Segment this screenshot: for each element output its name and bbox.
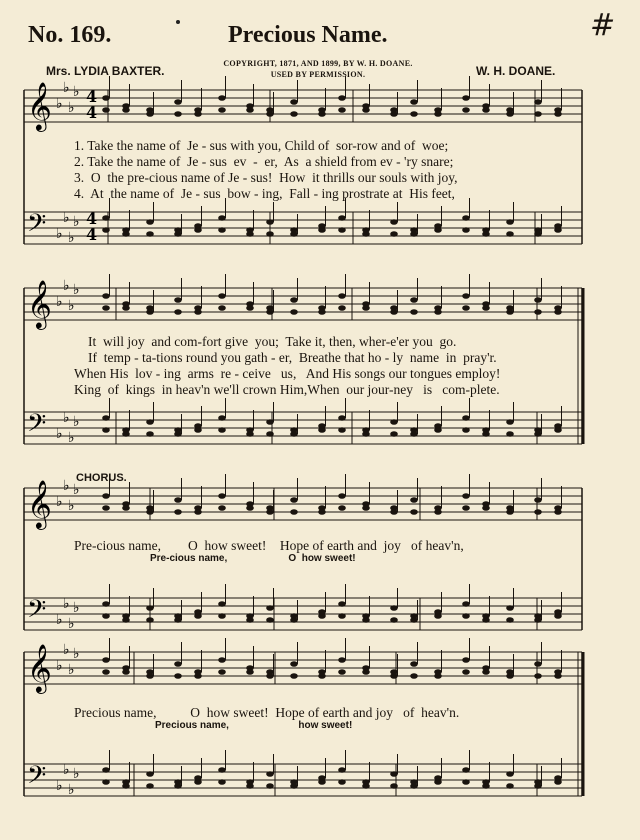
flat-icon: ♭ — [68, 498, 75, 514]
treble-clef-icon: 𝄞 — [27, 643, 52, 692]
note-head — [506, 605, 514, 611]
note-head — [102, 227, 110, 233]
note-head — [338, 227, 346, 233]
note-head — [102, 601, 110, 607]
note-head — [338, 415, 346, 421]
hymn-number: No. 169. — [28, 22, 112, 48]
note-head — [462, 613, 470, 619]
note-head — [102, 767, 110, 773]
note-head — [410, 661, 418, 667]
note-head — [246, 305, 254, 311]
note-head — [218, 293, 226, 299]
note-head — [174, 661, 182, 667]
note-head — [434, 227, 442, 233]
note-head — [506, 231, 514, 237]
note-head — [266, 771, 274, 777]
note-head — [266, 505, 274, 511]
flat-icon: ♭ — [63, 80, 70, 96]
note-head — [338, 95, 346, 101]
note-head — [534, 309, 542, 315]
note-head — [290, 497, 298, 503]
flat-icon: ♭ — [68, 298, 75, 314]
note-head — [338, 293, 346, 299]
verse-2-line-2: If temp - ta-tions round you gath - er, Breathe that ho - ly name in pray'r. — [88, 350, 497, 365]
flat-icon: ♭ — [73, 600, 80, 616]
note-head — [506, 669, 514, 675]
flat-icon: ♭ — [56, 612, 63, 628]
flat-icon: ♭ — [63, 278, 70, 294]
note-head — [246, 783, 254, 789]
note-head — [290, 779, 298, 785]
bass-clef-icon: 𝄢 — [27, 595, 47, 630]
note-head — [554, 227, 562, 233]
note-head — [146, 783, 154, 789]
note-head — [218, 779, 226, 785]
flat-icon: ♭ — [56, 778, 63, 794]
flat-icon: ♭ — [73, 482, 80, 498]
note-head — [174, 509, 182, 515]
treble-clef-icon: 𝄞 — [27, 81, 52, 130]
time-signature-top: 4 — [86, 209, 98, 228]
chorus-line-2: Precious name, O how sweet! Hope of earth and joy of heav'n. — [74, 705, 460, 720]
note-head — [434, 613, 442, 619]
chorus-line-1: Pre-cious name, O how sweet! Hope of earth and joy of heav'n, — [74, 538, 464, 553]
note-head — [218, 601, 226, 607]
bass-clef-icon: 𝄢 — [27, 409, 47, 444]
flat-icon: ♭ — [68, 430, 75, 446]
flat-icon: ♭ — [56, 426, 63, 442]
chorus-label: CHORUS. — [76, 472, 127, 484]
note-head — [534, 99, 542, 105]
note-head — [362, 505, 370, 511]
note-head — [102, 505, 110, 511]
note-head — [362, 431, 370, 437]
verse-3-line-1: 3. O the pre-cious name of Je - sus! How it thrills our souls with joy, — [74, 170, 458, 185]
note-head — [534, 779, 542, 785]
note-head — [534, 613, 542, 619]
note-head — [390, 669, 398, 675]
note-head — [462, 305, 470, 311]
note-head — [146, 231, 154, 237]
note-head — [462, 227, 470, 233]
note-head — [434, 509, 442, 515]
note-head — [246, 669, 254, 675]
note-head — [410, 779, 418, 785]
note-head — [554, 309, 562, 315]
note-head — [410, 99, 418, 105]
note-head — [534, 111, 542, 117]
composer: W. H. DOANE. — [476, 64, 556, 78]
note-head — [462, 215, 470, 221]
note-head — [482, 431, 490, 437]
note-head — [390, 419, 398, 425]
note-head — [194, 111, 202, 117]
note-head — [218, 107, 226, 113]
note-head — [390, 231, 398, 237]
note-head — [534, 227, 542, 233]
flat-icon: ♭ — [73, 214, 80, 230]
note-head — [174, 613, 182, 619]
note-head — [266, 305, 274, 311]
note-head — [102, 107, 110, 113]
note-head — [462, 601, 470, 607]
note-head — [174, 309, 182, 315]
note-head — [146, 419, 154, 425]
note-head — [318, 427, 326, 433]
note-head — [434, 111, 442, 117]
note-head — [218, 493, 226, 499]
hymn-title: Precious Name. — [228, 22, 388, 48]
treble-clef-icon: 𝄞 — [27, 279, 52, 328]
note-head — [338, 657, 346, 663]
note-head — [194, 673, 202, 679]
flat-icon: ♭ — [73, 84, 80, 100]
note-head — [362, 107, 370, 113]
note-head — [218, 227, 226, 233]
note-head — [218, 305, 226, 311]
flat-icon: ♭ — [73, 766, 80, 782]
note-head — [410, 497, 418, 503]
note-head — [410, 673, 418, 679]
note-head — [534, 509, 542, 515]
note-head — [338, 767, 346, 773]
time-signature-top: 4 — [86, 87, 98, 106]
note-head — [174, 99, 182, 105]
note-head — [338, 305, 346, 311]
flat-icon: ♭ — [68, 230, 75, 246]
note-head — [146, 505, 154, 511]
copyright-line-1: COPYRIGHT, 1871, AND 1899, BY W. H. DOANE. — [223, 59, 413, 68]
note-head — [194, 779, 202, 785]
note-head — [318, 509, 326, 515]
note-head — [174, 497, 182, 503]
verse-3-line-2: When His lov - ing arms re - ceive us, And His songs our tongues employ! — [74, 366, 501, 381]
note-head — [362, 669, 370, 675]
note-head — [318, 227, 326, 233]
note-head — [506, 771, 514, 777]
note-head — [390, 107, 398, 113]
note-head — [266, 231, 274, 237]
flat-icon: ♭ — [56, 96, 63, 112]
note-head — [290, 99, 298, 105]
note-head — [246, 231, 254, 237]
note-head — [290, 509, 298, 515]
flat-icon: ♭ — [56, 658, 63, 674]
note-head — [102, 657, 110, 663]
note-head — [122, 669, 130, 675]
flat-icon: ♭ — [56, 494, 63, 510]
note-head — [506, 419, 514, 425]
note-head — [390, 771, 398, 777]
note-head — [482, 505, 490, 511]
note-head — [102, 293, 110, 299]
flat-icon: ♭ — [68, 782, 75, 798]
note-head — [102, 415, 110, 421]
note-head — [318, 779, 326, 785]
note-head — [266, 669, 274, 675]
note-head — [482, 107, 490, 113]
note-head — [290, 297, 298, 303]
note-head — [390, 783, 398, 789]
note-head — [266, 783, 274, 789]
flat-icon: ♭ — [73, 414, 80, 430]
note-head — [338, 505, 346, 511]
note-head — [434, 673, 442, 679]
note-head — [506, 107, 514, 113]
note-head — [146, 219, 154, 225]
note-head — [462, 95, 470, 101]
note-head — [146, 605, 154, 611]
note-head — [174, 779, 182, 785]
note-head — [318, 309, 326, 315]
lyricist: Mrs. LYDIA BAXTER. — [46, 64, 165, 78]
note-head — [122, 783, 130, 789]
note-head — [462, 779, 470, 785]
note-head — [554, 673, 562, 679]
note-head — [218, 669, 226, 675]
note-head — [102, 613, 110, 619]
bass-clef-icon: 𝄢 — [27, 209, 47, 244]
note-head — [102, 305, 110, 311]
note-head — [146, 771, 154, 777]
note-head — [362, 231, 370, 237]
note-head — [290, 227, 298, 233]
note-head — [218, 505, 226, 511]
note-head — [506, 617, 514, 623]
bass-clef-icon: 𝄢 — [27, 761, 47, 796]
note-head — [146, 617, 154, 623]
note-head — [122, 431, 130, 437]
note-head — [434, 427, 442, 433]
note-head — [194, 509, 202, 515]
note-head — [554, 427, 562, 433]
flat-icon: ♭ — [73, 646, 80, 662]
note-head — [290, 613, 298, 619]
flat-icon: ♭ — [63, 410, 70, 426]
note-head — [390, 505, 398, 511]
note-head — [218, 215, 226, 221]
note-head — [434, 779, 442, 785]
note-head — [410, 297, 418, 303]
note-head — [266, 605, 274, 611]
note-head — [174, 111, 182, 117]
note-head — [218, 767, 226, 773]
note-head — [318, 613, 326, 619]
note-head — [146, 107, 154, 113]
note-head — [174, 427, 182, 433]
note-head — [146, 669, 154, 675]
note-head — [390, 305, 398, 311]
note-head — [266, 617, 274, 623]
treble-clef-icon: 𝄞 — [27, 479, 52, 528]
note-head — [462, 505, 470, 511]
note-head — [174, 297, 182, 303]
note-head — [482, 305, 490, 311]
note-head — [218, 427, 226, 433]
note-head — [554, 111, 562, 117]
note-head — [266, 219, 274, 225]
verse-1-line-2: It will joy and com-fort give you; Take it, then, wher-e'er you go. — [88, 334, 457, 349]
note-head — [290, 427, 298, 433]
note-head — [362, 305, 370, 311]
note-head — [290, 673, 298, 679]
note-head — [338, 669, 346, 675]
verse-4-line-2: King of kings in heav'n we'll crown Him,When our jour-ney is com-plete. — [74, 382, 500, 397]
note-head — [410, 509, 418, 515]
flat-icon: ♭ — [68, 616, 75, 632]
note-head — [506, 505, 514, 511]
note-head — [122, 231, 130, 237]
flat-icon: ♭ — [63, 478, 70, 494]
verse-1-line-1: 1. Take the name of Je - sus with you, Child of sor-row and of woe; — [74, 138, 449, 153]
note-head — [462, 293, 470, 299]
note-head — [390, 605, 398, 611]
note-head — [390, 219, 398, 225]
note-head — [102, 427, 110, 433]
note-head — [122, 505, 130, 511]
note-head — [338, 493, 346, 499]
note-head — [218, 415, 226, 421]
note-head — [362, 783, 370, 789]
note-head — [482, 669, 490, 675]
note-head — [194, 227, 202, 233]
note-head — [246, 617, 254, 623]
note-head — [462, 415, 470, 421]
note-head — [554, 509, 562, 515]
note-head — [194, 309, 202, 315]
chorus-line-2-bass: Precious name, how sweet! — [155, 720, 353, 731]
flat-icon: ♭ — [56, 226, 63, 242]
note-head — [410, 111, 418, 117]
note-head — [338, 215, 346, 221]
note-head — [462, 493, 470, 499]
note-head — [462, 657, 470, 663]
note-head — [246, 431, 254, 437]
note-head — [506, 305, 514, 311]
note-head — [122, 617, 130, 623]
note-head — [554, 613, 562, 619]
note-head — [102, 95, 110, 101]
note-head — [434, 309, 442, 315]
flat-icon: ♭ — [68, 100, 75, 116]
flat-icon: ♭ — [63, 210, 70, 226]
note-head — [146, 305, 154, 311]
note-head — [122, 107, 130, 113]
note-head — [338, 427, 346, 433]
note-head — [338, 613, 346, 619]
note-head — [102, 669, 110, 675]
note-head — [174, 673, 182, 679]
note-head — [266, 419, 274, 425]
note-head — [534, 297, 542, 303]
note-head — [194, 613, 202, 619]
note-head — [290, 111, 298, 117]
note-head — [410, 309, 418, 315]
note-head — [482, 783, 490, 789]
flat-icon: ♭ — [73, 282, 80, 298]
note-head — [506, 783, 514, 789]
note-head — [266, 431, 274, 437]
verse-4-line-1: 4. At the name of Je - sus bow - ing, Fall - ing prostrate at His feet, — [74, 186, 455, 201]
time-signature-bottom: 4 — [86, 225, 98, 244]
note-head — [482, 617, 490, 623]
note-head — [534, 673, 542, 679]
chorus-line-1-bass: Pre-cious name, O how sweet! — [150, 553, 356, 564]
note-head — [122, 305, 130, 311]
note-head — [410, 227, 418, 233]
note-head — [390, 617, 398, 623]
note-head — [266, 107, 274, 113]
note-head — [338, 601, 346, 607]
note-head — [506, 219, 514, 225]
note-head — [218, 613, 226, 619]
note-head — [218, 95, 226, 101]
note-head — [174, 227, 182, 233]
note-head — [102, 493, 110, 499]
note-head — [534, 497, 542, 503]
note-head — [462, 107, 470, 113]
flat-icon: ♭ — [63, 642, 70, 658]
note-head — [410, 427, 418, 433]
flat-icon: ♭ — [68, 662, 75, 678]
note-head — [290, 309, 298, 315]
note-head — [554, 779, 562, 785]
handwritten-mark: # — [590, 8, 616, 43]
flat-icon: ♭ — [63, 762, 70, 778]
verse-2-line-1: 2. Take the name of Je - sus ev - er, As a shield from ev - 'ry snare; — [74, 154, 454, 169]
flat-icon: ♭ — [56, 294, 63, 310]
note-head — [338, 779, 346, 785]
note-head — [390, 431, 398, 437]
note-head — [410, 613, 418, 619]
note-head — [246, 107, 254, 113]
note-head — [246, 505, 254, 511]
note-head — [362, 617, 370, 623]
note-head — [218, 657, 226, 663]
note-head — [534, 427, 542, 433]
note-head — [462, 767, 470, 773]
note-head — [462, 669, 470, 675]
note-head — [506, 431, 514, 437]
copyright-line-2: USED BY PERMISSION. — [270, 70, 366, 79]
note-head — [482, 231, 490, 237]
time-signature-bottom: 4 — [86, 103, 98, 122]
note-head — [534, 661, 542, 667]
note-head — [290, 661, 298, 667]
note-head — [318, 673, 326, 679]
note-head — [462, 427, 470, 433]
note-head — [146, 431, 154, 437]
note-head — [194, 427, 202, 433]
flat-icon: ♭ — [63, 596, 70, 612]
note-head — [102, 215, 110, 221]
note-head — [102, 779, 110, 785]
note-head — [338, 107, 346, 113]
note-head — [318, 111, 326, 117]
